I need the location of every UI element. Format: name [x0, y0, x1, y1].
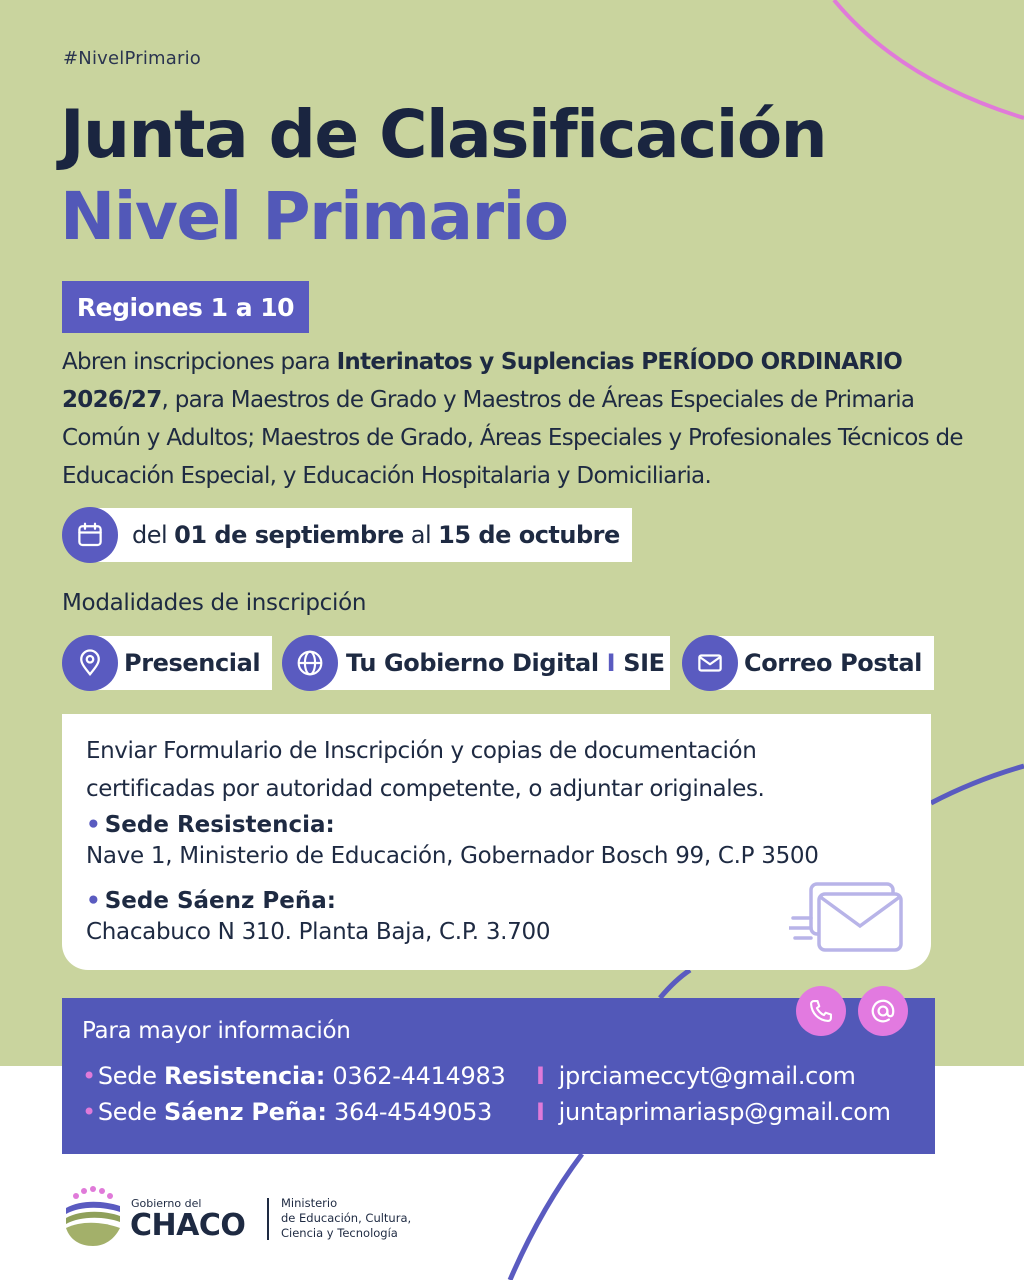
sede-resistencia-label: Sede Resistencia: — [104, 812, 335, 838]
modalidad-digital-label: Tu Gobierno Digital — [346, 649, 599, 677]
modalidades-label: Modalidades de inscripción — [62, 590, 367, 616]
description-text: Abren inscripciones para — [62, 349, 337, 375]
description-highlight: Interinatos y Suplencias PERÍODO ORDINARIO 2026/27 — [62, 349, 903, 413]
modalidad-correo — [712, 636, 934, 690]
sede-name: Resistencia: — [164, 1062, 326, 1090]
date-end: 15 de octubre — [438, 521, 620, 549]
email-saenz-pena[interactable]: juntaprimariasp@gmail.com — [558, 1098, 891, 1126]
instructions-text: Enviar Formulario de Inscripción y copias de documentación certificadas por autoridad competente, o adjuntar originales. — [86, 738, 765, 802]
contact-row-resistencia — [82, 1058, 935, 1094]
globe-icon — [282, 635, 338, 691]
sede-prefix: Sede — [97, 1062, 164, 1090]
modalidad-digital — [310, 636, 670, 690]
separator: I — [536, 1062, 545, 1090]
date-middle: al — [410, 521, 432, 549]
phone-resistencia[interactable]: 0362-4414983 — [332, 1062, 506, 1090]
hashtag: #NivelPrimario — [63, 48, 201, 69]
logo-gobierno-text: Gobierno del — [131, 1197, 202, 1210]
phone-saenz-pena[interactable]: 364-4549053 — [333, 1098, 493, 1126]
mail-icon — [682, 635, 738, 691]
modalidad-correo-label: Correo Postal — [744, 649, 922, 677]
instructions-card — [62, 714, 931, 970]
ministry-line-1: Ministerio — [281, 1196, 338, 1210]
date-prefix: del — [132, 521, 168, 549]
sede-resistencia-title — [86, 810, 931, 840]
ministry-line-2: de Educación, Cultura, — [281, 1211, 412, 1225]
calendar-icon — [62, 507, 118, 563]
chaco-logo-icon — [62, 1186, 124, 1248]
bullet: • — [82, 1098, 96, 1126]
location-pin-icon — [62, 635, 118, 691]
date-start: 01 de septiembre — [174, 521, 404, 549]
description — [62, 343, 974, 495]
email-resistencia[interactable]: jprciameccyt@gmail.com — [558, 1062, 856, 1090]
bullet: • — [86, 888, 101, 914]
contact-row-saenz-pena — [82, 1094, 935, 1130]
sede-resistencia-address: Nave 1, Ministerio de Educación, Gobernador Bosch 99, C.P 3500 — [86, 843, 819, 869]
sede-saenz-pena-label: Sede Sáenz Peña: — [104, 888, 336, 914]
sede-name: Sáenz Peña: — [164, 1098, 327, 1126]
logo-ministry-text — [281, 1196, 441, 1241]
page-title: Junta de Clasificación — [60, 96, 827, 173]
description-text-rest: , para Maestros de Grado y Maestros de Áreas Especiales de Primaria Común y Adultos; Maestros de Grado, Áreas Especiales y Profesionales Técnicos de Educación Especial, y Educación Hospitalaria y Domiciliaria. — [62, 387, 963, 489]
contact-label: Para mayor información — [82, 1018, 351, 1044]
logo-divider — [267, 1198, 269, 1240]
envelope-icon — [789, 882, 907, 954]
regions-badge: Regiones 1 a 10 — [62, 281, 309, 333]
at-sign-icon — [858, 986, 908, 1036]
sede-prefix: Sede — [97, 1098, 164, 1126]
separator: I — [536, 1098, 545, 1126]
modalidad-separator: I — [606, 649, 616, 677]
modalidad-digital-suffix: SIE — [623, 649, 665, 677]
page-subtitle: Nivel Primario — [60, 178, 568, 255]
phone-icon — [796, 986, 846, 1036]
sede-saenz-pena-address: Chacabuco N 310. Planta Baja, C.P. 3.700 — [86, 919, 551, 945]
bullet: • — [82, 1062, 96, 1090]
logo-chaco-text: CHACO — [130, 1208, 246, 1243]
modalidad-presencial-label: Presencial — [124, 649, 261, 677]
ministry-line-3: Ciencia y Tecnología — [281, 1226, 398, 1240]
bullet: • — [86, 812, 101, 838]
date-range — [88, 508, 632, 562]
